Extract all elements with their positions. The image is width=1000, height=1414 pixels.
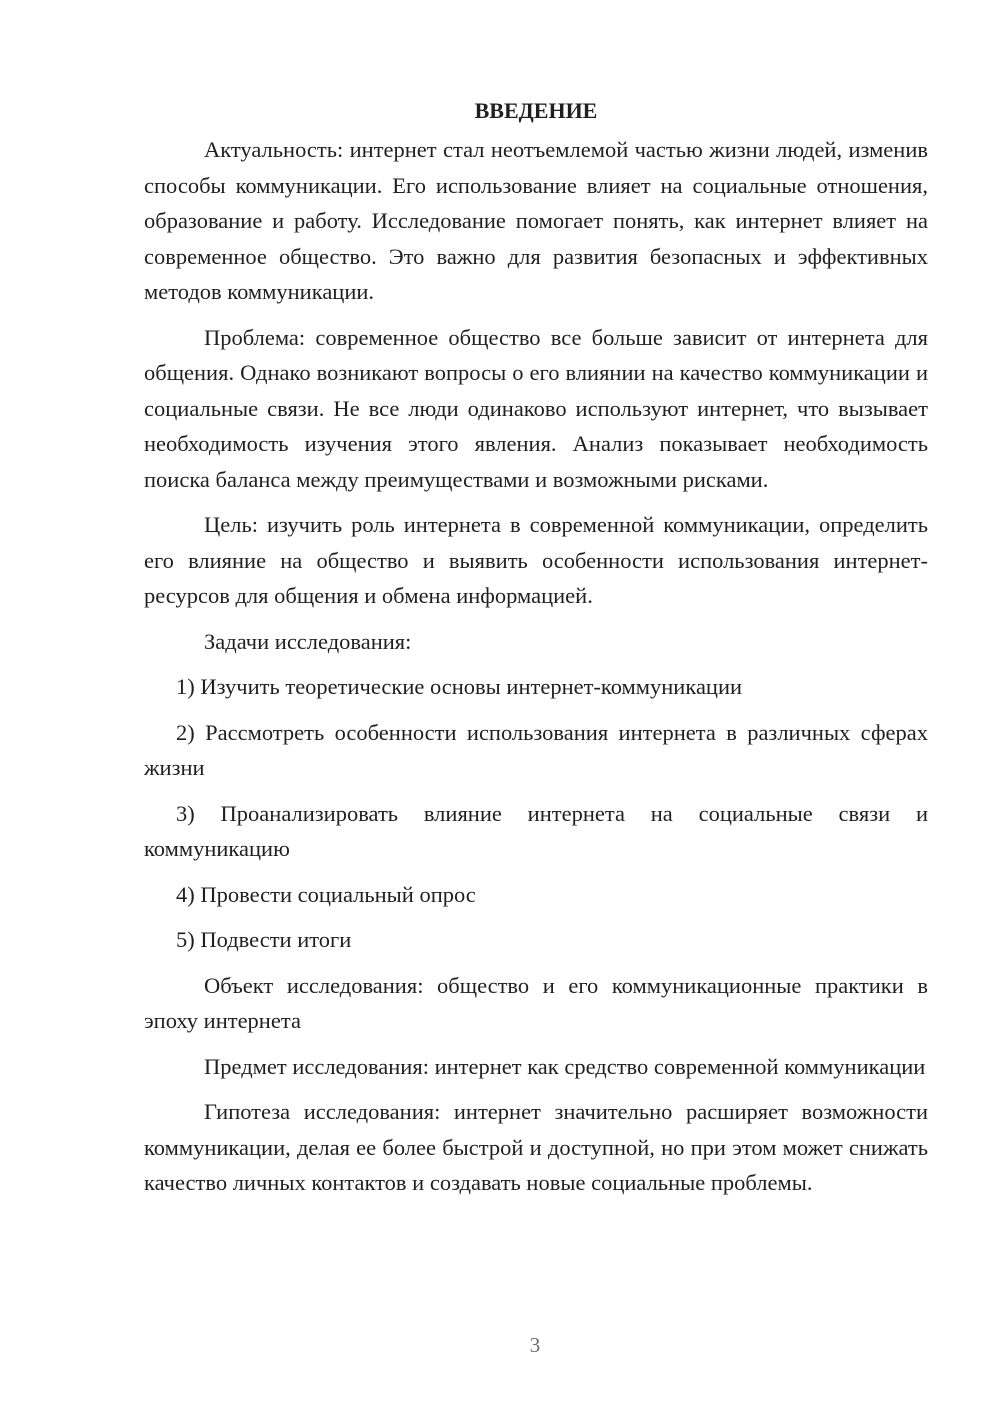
paragraph-object: Объект исследования: общество и его коммуникационные практики в эпоху интернета xyxy=(144,972,928,1033)
paragraph-goal: Цель: изучить роль интернета в современной коммуникации, определить его влияние на общество и выявить особенности использования интернет-ресурсов для общения и обмена информацией. xyxy=(144,512,928,608)
task-item-4: 4) Провести социальный опрос xyxy=(176,881,476,907)
task-item-2: 2) Рассмотреть особенности использования интернета в различных сферах жизни xyxy=(144,719,928,780)
tasks-heading: Задачи исследования: xyxy=(204,628,412,654)
page-content xyxy=(144,93,928,1201)
paragraph-problem: Проблема: современное общество все больше зависит от интернета для общения. Однако возникают вопросы о его влиянии на качество коммуникации и социальные связи. Не все люди одинаково используют интернет, что вызывает необходимость изучения этого явления. Анализ показывает необходимость поиска баланса между преимуществами и возможными рисками. xyxy=(144,324,928,492)
task-item-5: 5) Подвести итоги xyxy=(176,927,352,952)
page-title: ВВЕДЕНИЕ xyxy=(474,98,598,123)
paragraph-relevance: Актуальность: интернет стал неотъемлемой частью жизни людей, изменив способы коммуникации. Его использование влияет на социальные отношения, образование и работу. Исследование помогает понять, как интернет влияет на современное общество. Это важно для развития безопасных и эффективных методов коммуникации. xyxy=(144,137,928,304)
task-item-1: 1) Изучить теоретические основы интернет-коммуникации xyxy=(176,674,743,699)
page-number: 3 xyxy=(529,1333,541,1357)
paragraph-hypothesis: Гипотеза исследования: интернет значительно расширяет возможности коммуникации, делая ее более быстрой и доступной, но при этом может снижать качество личных контактов и создавать новые социальные проблемы. xyxy=(144,1099,928,1195)
task-item-3: 3) Проанализировать влияние интернета на социальные связи и коммуникацию xyxy=(144,800,928,861)
paragraph-subject: Предмет исследования: интернет как средство современной коммуникации xyxy=(204,1053,926,1079)
